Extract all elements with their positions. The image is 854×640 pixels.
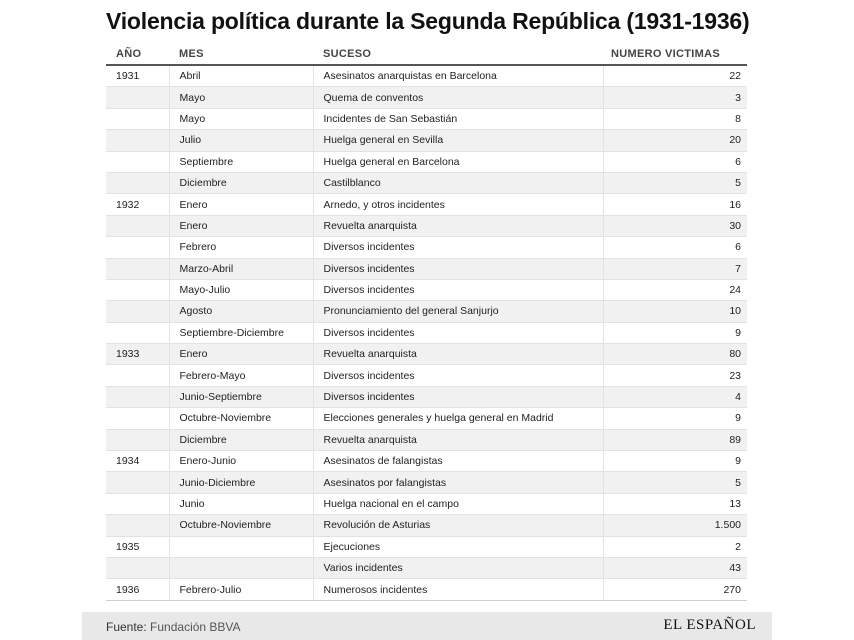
cell-victims: 80: [603, 344, 747, 365]
cell-year: [106, 386, 169, 407]
cell-year: [106, 365, 169, 386]
cell-year: 1935: [106, 536, 169, 557]
cell-event: Asesinatos por falangistas: [313, 472, 603, 493]
cell-event: Varios incidentes: [313, 557, 603, 578]
table-row: [106, 408, 747, 429]
cell-month: Marzo-Abril: [169, 258, 313, 279]
cell-victims: 5: [603, 172, 747, 193]
cell-month: Mayo-Julio: [169, 279, 313, 300]
cell-month: Septiembre: [169, 151, 313, 172]
brand-logo: EL ESPAÑOL: [663, 617, 756, 633]
cell-month: Junio: [169, 493, 313, 514]
cell-event: Revuelta anarquista: [313, 215, 603, 236]
cell-month: Febrero-Mayo: [169, 365, 313, 386]
cell-month: Febrero: [169, 237, 313, 258]
cell-year: [106, 151, 169, 172]
table-header-row: [106, 44, 747, 65]
cell-year: [106, 215, 169, 236]
cell-year: [106, 279, 169, 300]
table-row: [106, 194, 747, 215]
cell-victims: 9: [603, 408, 747, 429]
cell-month: Febrero-Julio: [169, 579, 313, 600]
table-row: [106, 151, 747, 172]
cell-month: Enero: [169, 194, 313, 215]
cell-victims: 23: [603, 365, 747, 386]
cell-victims: 4: [603, 386, 747, 407]
table-row: [106, 172, 747, 193]
table-row: [106, 301, 747, 322]
cell-event: Revuelta anarquista: [313, 344, 603, 365]
cell-month: Junio-Diciembre: [169, 472, 313, 493]
cell-victims: 6: [603, 151, 747, 172]
cell-event: Elecciones generales y huelga general en Madrid: [313, 408, 603, 429]
cell-victims: 16: [603, 194, 747, 215]
cell-year: [106, 472, 169, 493]
cell-month: Octubre-Noviembre: [169, 408, 313, 429]
cell-month: Junio-Septiembre: [169, 386, 313, 407]
cell-year: [106, 130, 169, 151]
cell-year: 1932: [106, 194, 169, 215]
table-body: [106, 65, 747, 600]
cell-victims: 30: [603, 215, 747, 236]
cell-year: [106, 87, 169, 108]
column-header-month: MES: [169, 44, 313, 65]
table-row: [106, 386, 747, 407]
cell-month: Agosto: [169, 301, 313, 322]
cell-event: Huelga general en Barcelona: [313, 151, 603, 172]
cell-event: Huelga nacional en el campo: [313, 493, 603, 514]
cell-event: Pronunciamiento del general Sanjurjo: [313, 301, 603, 322]
source-credit: [106, 620, 241, 634]
cell-event: Diversos incidentes: [313, 365, 603, 386]
cell-event: Arnedo, y otros incidentes: [313, 194, 603, 215]
cell-year: [106, 557, 169, 578]
cell-event: Diversos incidentes: [313, 237, 603, 258]
source-value: Fundación BBVA: [150, 620, 241, 634]
cell-event: Revuelta anarquista: [313, 429, 603, 450]
cell-month: Septiembre-Diciembre: [169, 322, 313, 343]
cell-month: Enero-Junio: [169, 451, 313, 472]
violence-table-container: [106, 44, 747, 601]
table-row: [106, 344, 747, 365]
cell-victims: 2: [603, 536, 747, 557]
cell-victims: 9: [603, 451, 747, 472]
cell-event: Diversos incidentes: [313, 386, 603, 407]
page-title: Violencia política durante la Segunda República (1931-1936): [106, 8, 750, 34]
table-row: [106, 472, 747, 493]
cell-victims: 6: [603, 237, 747, 258]
table-row: [106, 493, 747, 514]
cell-year: [106, 515, 169, 536]
cell-victims: 43: [603, 557, 747, 578]
source-label: Fuente:: [106, 620, 147, 634]
cell-victims: 5: [603, 472, 747, 493]
cell-event: Numerosos incidentes: [313, 579, 603, 600]
table-row: [106, 215, 747, 236]
cell-victims: 22: [603, 65, 747, 87]
cell-event: Diversos incidentes: [313, 258, 603, 279]
footer-bar: [82, 612, 772, 640]
cell-victims: 9: [603, 322, 747, 343]
cell-victims: 7: [603, 258, 747, 279]
cell-event: Revolución de Asturias: [313, 515, 603, 536]
cell-year: [106, 301, 169, 322]
cell-year: [106, 237, 169, 258]
cell-year: 1936: [106, 579, 169, 600]
table-row: [106, 557, 747, 578]
cell-year: [106, 172, 169, 193]
cell-month: Octubre-Noviembre: [169, 515, 313, 536]
cell-victims: 20: [603, 130, 747, 151]
cell-month: Diciembre: [169, 172, 313, 193]
cell-event: Incidentes de San Sebastián: [313, 108, 603, 129]
cell-month: [169, 536, 313, 557]
cell-year: [106, 322, 169, 343]
table-row: [106, 429, 747, 450]
cell-year: [106, 429, 169, 450]
cell-event: Castilblanco: [313, 172, 603, 193]
cell-year: [106, 108, 169, 129]
cell-year: [106, 493, 169, 514]
table-row: [106, 365, 747, 386]
cell-victims: 89: [603, 429, 747, 450]
cell-victims: 1.500: [603, 515, 747, 536]
cell-month: Diciembre: [169, 429, 313, 450]
column-header-event: SUCESO: [313, 44, 603, 65]
cell-month: Enero: [169, 215, 313, 236]
violence-table: [106, 44, 747, 600]
cell-month: Mayo: [169, 108, 313, 129]
table-row: [106, 87, 747, 108]
cell-month: Abril: [169, 65, 313, 87]
cell-year: 1933: [106, 344, 169, 365]
cell-month: [169, 557, 313, 578]
cell-victims: 8: [603, 108, 747, 129]
cell-event: Ejecuciones: [313, 536, 603, 557]
cell-victims: 3: [603, 87, 747, 108]
cell-victims: 270: [603, 579, 747, 600]
cell-event: Asesinatos anarquistas en Barcelona: [313, 65, 603, 87]
cell-month: Mayo: [169, 87, 313, 108]
table-row: [106, 279, 747, 300]
cell-event: Diversos incidentes: [313, 322, 603, 343]
table-row: [106, 237, 747, 258]
cell-victims: 10: [603, 301, 747, 322]
cell-event: Diversos incidentes: [313, 279, 603, 300]
cell-victims: 13: [603, 493, 747, 514]
cell-event: Quema de conventos: [313, 87, 603, 108]
cell-month: Julio: [169, 130, 313, 151]
cell-victims: 24: [603, 279, 747, 300]
column-header-victims: NUMERO VICTIMAS: [603, 44, 747, 65]
cell-year: 1934: [106, 451, 169, 472]
table-row: [106, 322, 747, 343]
column-header-year: AÑO: [106, 44, 169, 65]
cell-year: 1931: [106, 65, 169, 87]
table-row: [106, 536, 747, 557]
table-row: [106, 451, 747, 472]
cell-event: Huelga general en Sevilla: [313, 130, 603, 151]
cell-event: Asesinatos de falangistas: [313, 451, 603, 472]
table-row: [106, 108, 747, 129]
table-row: [106, 579, 747, 600]
table-row: [106, 130, 747, 151]
cell-year: [106, 408, 169, 429]
table-row: [106, 65, 747, 87]
table-row: [106, 258, 747, 279]
table-row: [106, 515, 747, 536]
cell-year: [106, 258, 169, 279]
cell-month: Enero: [169, 344, 313, 365]
